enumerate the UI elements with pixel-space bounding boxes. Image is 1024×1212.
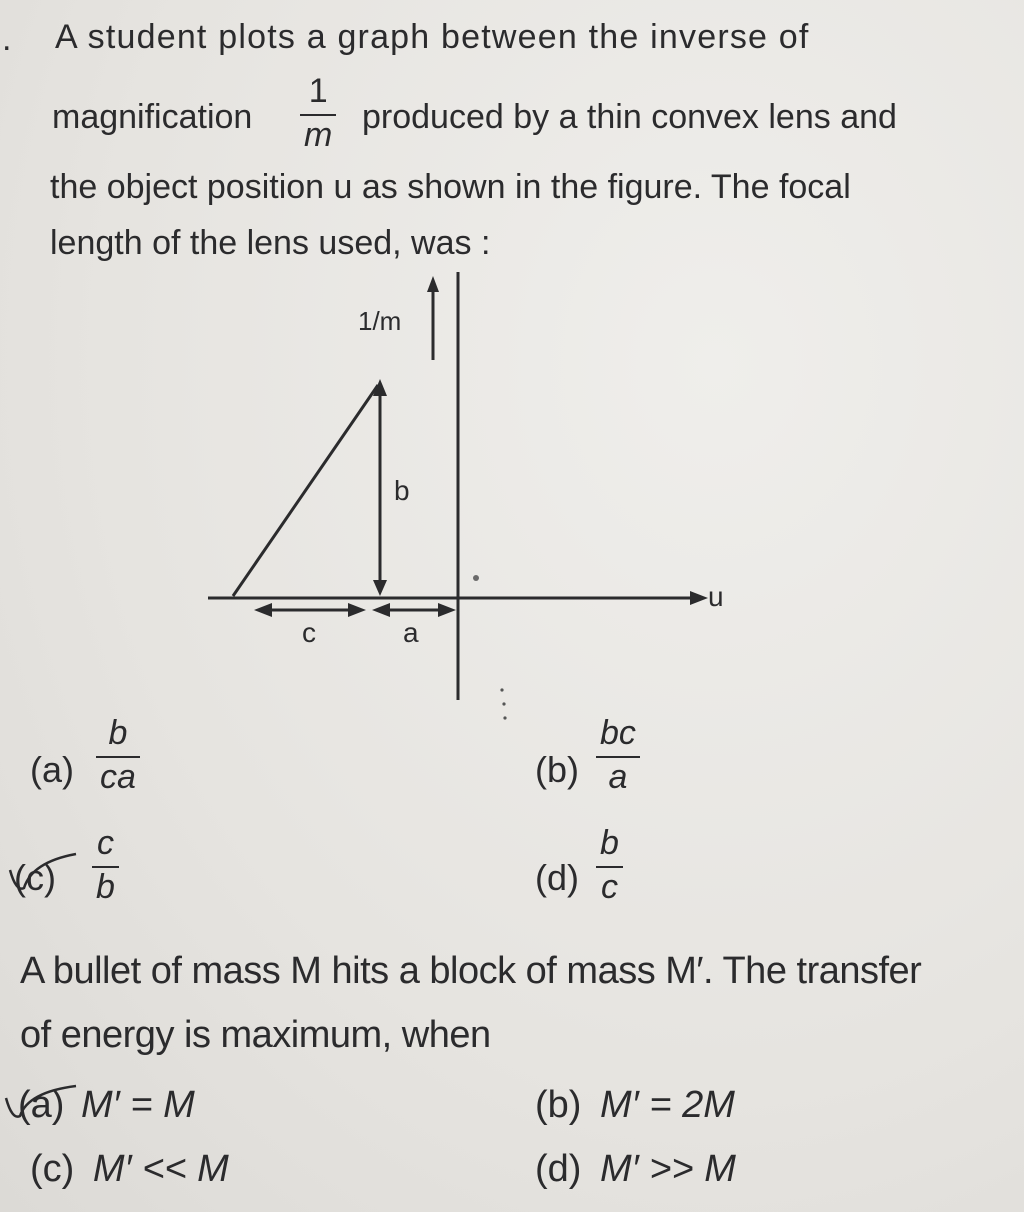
pencil-dot — [473, 575, 479, 581]
question1-line2-pre: magnification — [52, 98, 253, 136]
question2-line1: A bullet of mass M hits a block of mass M′. The transfer — [20, 950, 922, 992]
question1-line1: A student plots a graph between the inverse of — [55, 18, 810, 56]
q2-option-b[interactable] — [535, 1086, 735, 1124]
b-label: b — [394, 475, 410, 506]
x-axis-label: u — [708, 581, 724, 612]
pencil-dot — [502, 702, 505, 705]
arrow-right-icon — [348, 603, 366, 617]
option-d-fraction[interactable] — [596, 826, 623, 905]
arrow-up-icon — [427, 276, 439, 292]
option-a-numerator: b — [108, 714, 128, 752]
option-c-label[interactable]: (c) — [14, 857, 56, 898]
q2-option-c-label: (c) — [30, 1148, 75, 1190]
question2-line2: of energy is maximum, when — [20, 1014, 491, 1056]
question1-line2-post: produced by a thin convex lens and — [362, 98, 897, 136]
arrow-left-icon — [254, 603, 272, 617]
option-c-denominator: b — [96, 867, 115, 906]
q2-option-c-text: M′ << M — [92, 1148, 229, 1190]
fraction-denominator: m — [304, 115, 333, 154]
pencil-dot — [503, 716, 506, 719]
option-b-numerator: bc — [600, 714, 636, 752]
q2-option-d-text: M′ >> M — [600, 1148, 736, 1190]
a-label: a — [403, 617, 419, 648]
option-a-fraction[interactable] — [96, 716, 140, 795]
q2-option-a[interactable] — [18, 1086, 195, 1124]
option-d-label[interactable]: (d) — [535, 857, 579, 898]
arrow-down-icon — [373, 580, 387, 596]
option-b-label[interactable]: (b) — [535, 749, 579, 790]
q2-option-d[interactable] — [535, 1150, 736, 1188]
option-b-fraction[interactable] — [596, 716, 640, 795]
option-a-denominator: ca — [100, 757, 136, 796]
q2-option-d-label: (d) — [535, 1148, 582, 1190]
q2-option-a-text: M′ = M — [81, 1084, 195, 1126]
question1-line3: the object position u as shown in the figure. The focal — [50, 168, 851, 206]
pencil-dot — [500, 688, 503, 691]
q2-option-a-label: (a) — [18, 1084, 65, 1126]
c-label: c — [302, 617, 316, 648]
plot-line — [233, 385, 378, 596]
arrow-left-icon — [372, 603, 390, 617]
option-d-numerator: b — [600, 824, 619, 862]
arrow-right-icon — [438, 603, 456, 617]
question-marker: . — [2, 20, 12, 58]
option-c-fraction[interactable] — [92, 826, 119, 905]
q2-option-b-label: (b) — [535, 1084, 582, 1126]
option-d-denominator: c — [600, 867, 618, 906]
y-axis-label: 1/m — [358, 306, 402, 336]
option-a-label[interactable]: (a) — [30, 749, 74, 790]
q2-option-c[interactable] — [30, 1150, 229, 1188]
handwritten-tick-mark — [6, 848, 82, 900]
fraction-numerator: 1 — [308, 72, 328, 110]
option-c-numerator: c — [96, 824, 114, 862]
question1-line4: length of the lens used, was : — [50, 224, 491, 262]
arrow-right-icon — [690, 591, 708, 605]
q2-option-b-text: M′ = 2M — [600, 1084, 735, 1126]
option-b-denominator: a — [608, 757, 628, 796]
